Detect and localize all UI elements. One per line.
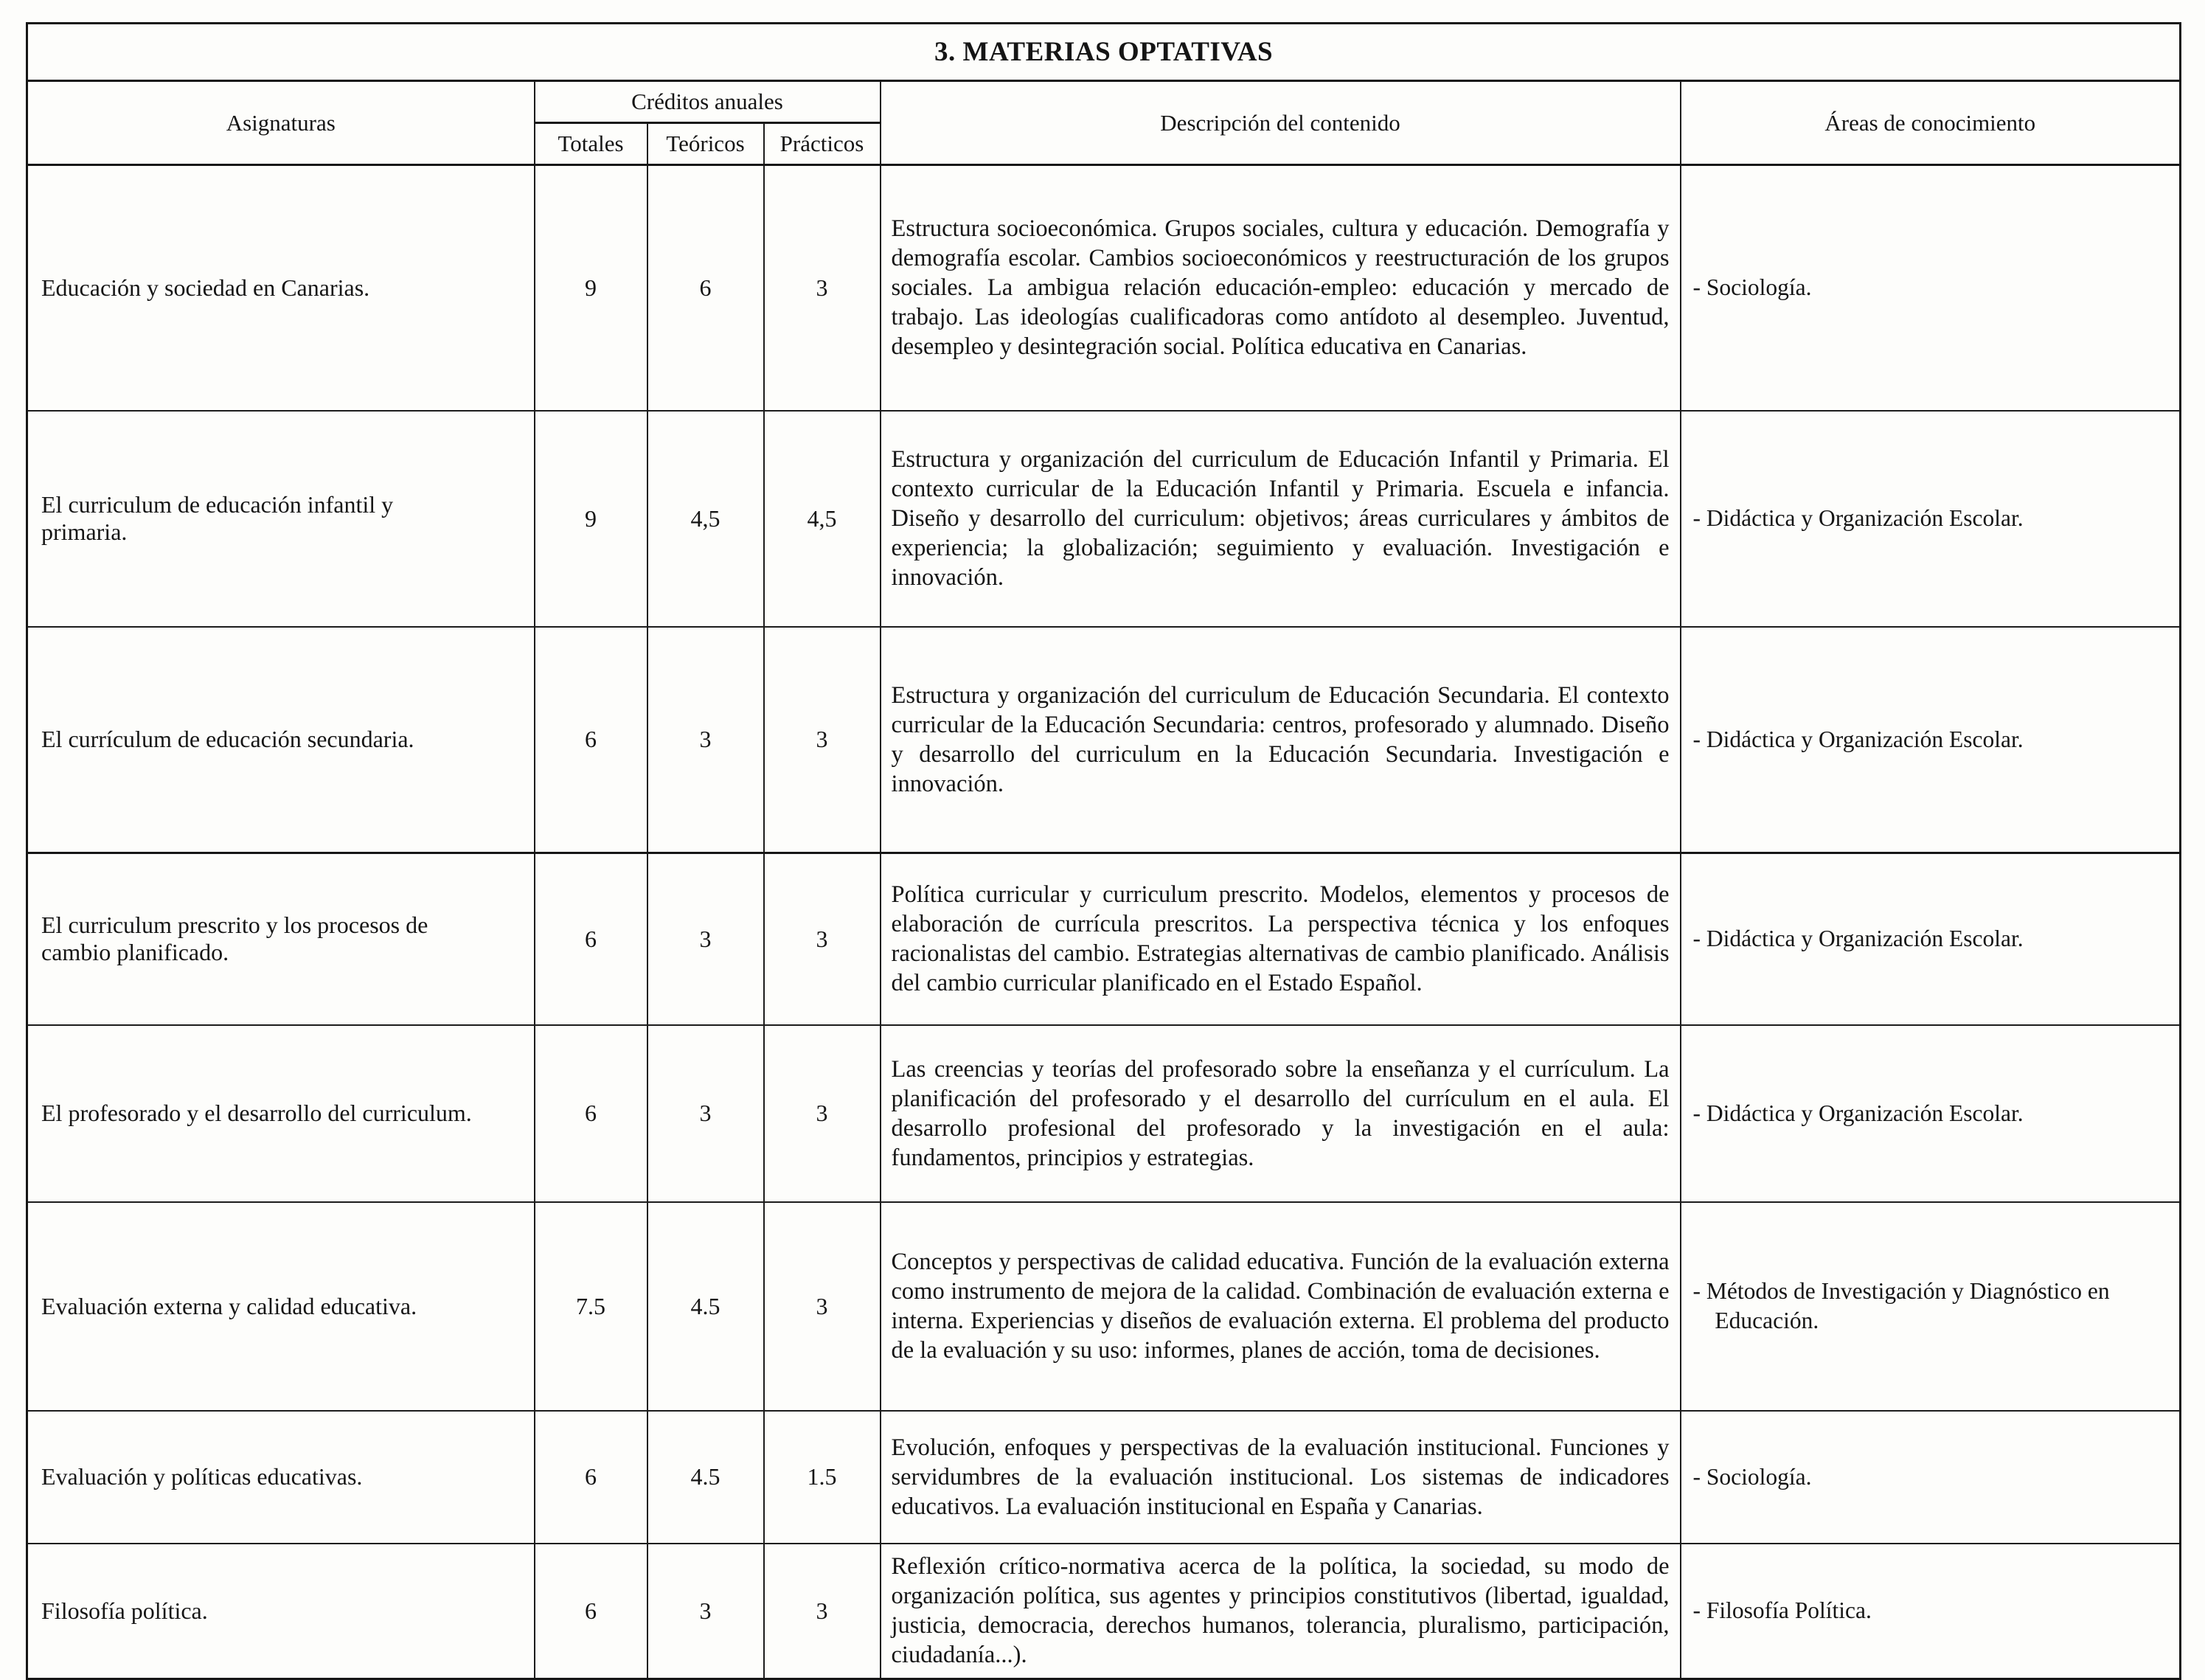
asignatura-label: El currículum de educación secundaria. <box>41 726 414 753</box>
asignatura-label: Filosofía política. <box>41 1597 208 1624</box>
area-text: - Didáctica y Organización Escolar. <box>1692 505 2024 531</box>
descripcion-text: Estructura y organización del curriculum de Educación Secundaria. El contexto curricular de la Educación Secundaria: centros, profesorado y alumnado. Diseño y desarrollo del curriculum en la Educación Secundaria. Investigación e innovación. <box>891 681 1670 797</box>
area-text: - Didáctica y Organización Escolar. <box>1692 926 2024 952</box>
asignatura-label: El curriculum de educación infantil y primaria. <box>41 491 394 545</box>
asignatura-label: Evaluación y políticas educativas. <box>41 1463 363 1490</box>
area-text: - Didáctica y Organización Escolar. <box>1692 726 2024 752</box>
table-row <box>27 165 2181 411</box>
title-row <box>27 24 2181 81</box>
practicos-cell: 1.5 <box>764 1411 881 1544</box>
descripcion-cell <box>881 1025 1681 1202</box>
section-title: 3. MATERIAS OPTATIVAS <box>27 24 2181 81</box>
area-text: - Filosofía Política. <box>1692 1597 1872 1624</box>
descripcion-text: Estructura y organización del curriculum de Educación Infantil y Primaria. El contexto curricular de la Educación Infantil y Primaria. Escuela e infancia. Diseño y desarrollo del curriculum: objetivos; áreas curriculares y ámbitos de experiencia; la globalización; seguimiento y evaluación. Investigación e innovación. <box>891 446 1670 591</box>
descripcion-cell <box>881 1411 1681 1544</box>
asignatura-cell <box>27 411 535 627</box>
descripcion-cell <box>881 853 1681 1025</box>
area-cell <box>1681 165 2181 411</box>
column-header-descripcion: Descripción del contenido <box>881 81 1681 165</box>
table-row <box>27 1202 2181 1411</box>
practicos-cell: 3 <box>764 627 881 853</box>
area-cell <box>1681 411 2181 627</box>
table-row <box>27 1025 2181 1202</box>
area-text: - Métodos de Investigación y Diagnóstico en Educación. <box>1692 1278 2110 1333</box>
descripcion-cell <box>881 627 1681 853</box>
asignatura-cell <box>27 853 535 1025</box>
totales-cell: 6 <box>535 853 647 1025</box>
totales-cell: 6 <box>535 1411 647 1544</box>
totales-cell: 6 <box>535 627 647 853</box>
practicos-cell: 4,5 <box>764 411 881 627</box>
area-cell <box>1681 1411 2181 1544</box>
column-header-areas: Áreas de conocimiento <box>1681 81 2181 165</box>
practicos-cell: 3 <box>764 1025 881 1202</box>
descripcion-text: Evolución, enfoques y perspectivas de la evaluación institucional. Funciones y servidumbres de la evaluación institucional. Los sistemas de indicadores educativos. La evaluación institucional en España y Canarias. <box>891 1434 1670 1520</box>
practicos-cell: 3 <box>764 1202 881 1411</box>
descripcion-cell <box>881 165 1681 411</box>
header-row <box>27 81 2181 123</box>
area-cell <box>1681 1544 2181 1679</box>
area-cell <box>1681 627 2181 853</box>
descripcion-text: Política curricular y curriculum prescrito. Modelos, elementos y procesos de elaboración de currícula prescritos. La perspectiva técnica y los enfoques racionalistas del cambio. Estrategias alternativas de cambio planificado. Análisis del cambio curricular planificado en el Estado Español. <box>891 881 1670 997</box>
asignatura-label: Evaluación externa y calidad educativa. <box>41 1292 417 1319</box>
column-header-teoricos: Teóricos <box>647 123 764 165</box>
teoricos-cell: 4.5 <box>647 1202 764 1411</box>
descripcion-text: Las creencias y teorías del profesorado sobre la enseñanza y el currículum. La planificación del profesorado y el desarrollo del currículum en el aula. El desarrollo profesional del profesorado y la investigación en el aula: fundamentos, principios y estrategias. <box>891 1055 1670 1171</box>
asignatura-cell <box>27 1544 535 1679</box>
asignatura-label: Educación y sociedad en Canarias. <box>41 274 370 301</box>
totales-cell: 9 <box>535 165 647 411</box>
descripcion-cell <box>881 1544 1681 1679</box>
practicos-cell: 3 <box>764 165 881 411</box>
asignatura-label: El curriculum prescrito y los procesos de cambio planificado. <box>41 912 428 966</box>
descripcion-cell <box>881 411 1681 627</box>
table-row <box>27 1411 2181 1544</box>
teoricos-cell: 6 <box>647 165 764 411</box>
area-text: - Sociología. <box>1692 274 1812 301</box>
teoricos-cell: 4,5 <box>647 411 764 627</box>
area-cell <box>1681 1202 2181 1411</box>
column-header-practicos: Prácticos <box>764 123 881 165</box>
teoricos-cell: 3 <box>647 1025 764 1202</box>
descripcion-text: Estructura socioeconómica. Grupos sociales, cultura y educación. Demografía y demografía escolar. Cambios socioeconómicos y reestructuración de los grupos sociales. La ambigua relación educación-empleo: educación y mercado de trabajo. Las ideologías cualificadoras como antídoto al desempleo. Juventud, desempleo y desintegración social. Política educativa en Canarias. <box>891 215 1670 361</box>
table-row <box>27 1544 2181 1679</box>
practicos-cell: 3 <box>764 1544 881 1679</box>
asignatura-cell <box>27 1202 535 1411</box>
column-header-creditos-anuales: Créditos anuales <box>535 81 881 123</box>
practicos-cell: 3 <box>764 853 881 1025</box>
area-text: - Didáctica y Organización Escolar. <box>1692 1100 2024 1126</box>
materias-optativas-table <box>26 22 2181 1680</box>
asignatura-cell <box>27 1025 535 1202</box>
asignatura-label: El profesorado y el desarrollo del curriculum. <box>41 1100 472 1126</box>
table-row <box>27 411 2181 627</box>
table-row <box>27 627 2181 853</box>
asignatura-cell <box>27 165 535 411</box>
totales-cell: 6 <box>535 1544 647 1679</box>
area-cell <box>1681 853 2181 1025</box>
descripcion-cell <box>881 1202 1681 1411</box>
column-header-asignaturas: Asignaturas <box>27 81 535 165</box>
table-row <box>27 853 2181 1025</box>
asignatura-cell <box>27 627 535 853</box>
totales-cell: 6 <box>535 1025 647 1202</box>
teoricos-cell: 4.5 <box>647 1411 764 1544</box>
teoricos-cell: 3 <box>647 627 764 853</box>
teoricos-cell: 3 <box>647 1544 764 1679</box>
area-cell <box>1681 1025 2181 1202</box>
totales-cell: 7.5 <box>535 1202 647 1411</box>
asignatura-cell <box>27 1411 535 1544</box>
teoricos-cell: 3 <box>647 853 764 1025</box>
area-text: - Sociología. <box>1692 1463 1812 1490</box>
totales-cell: 9 <box>535 411 647 627</box>
column-header-totales: Totales <box>535 123 647 165</box>
descripcion-text: Reflexión crítico-normativa acerca de la política, la sociedad, su modo de organización política, sus agentes y principios constitutivos (libertad, igualdad, justicia, democracia, derechos humanos, tolerancia, pluralismo, participación, ciudadanía...). <box>891 1553 1670 1669</box>
descripcion-text: Conceptos y perspectivas de calidad educativa. Función de la evaluación externa como instrumento de mejora de la calidad. Combinación de evaluación externa e interna. Experiencias y diseños de evaluación externa. El problema del producto de la evaluación y su uso: informes, planes de acción, toma de decisiones. <box>891 1249 1670 1364</box>
